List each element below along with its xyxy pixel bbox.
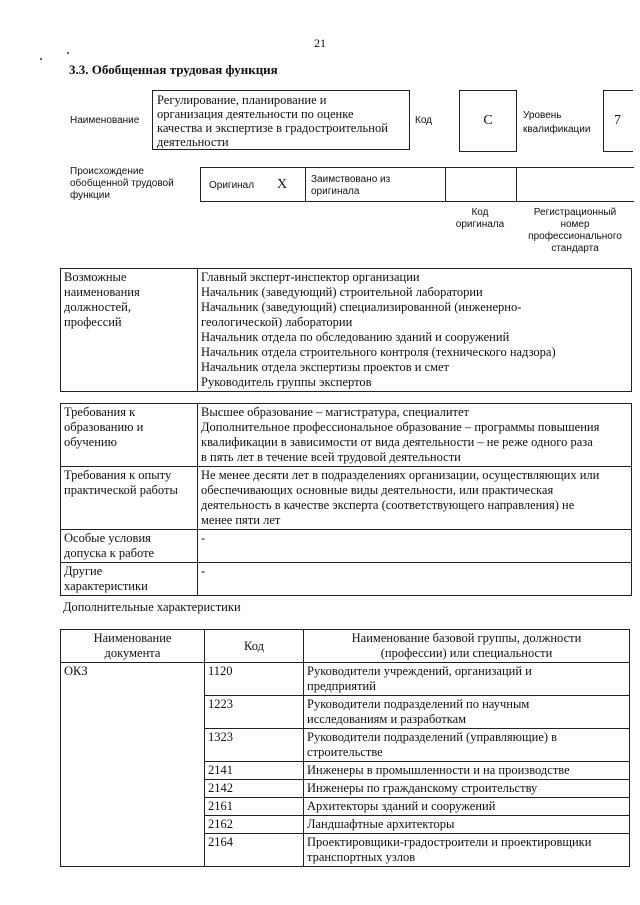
code-value: C <box>483 113 493 128</box>
requirement-row <box>61 467 632 530</box>
name-line: транспортных узлов <box>307 850 416 864</box>
code-cell: 1120 <box>205 663 304 696</box>
code-label: Код <box>415 115 433 126</box>
code-box <box>459 90 517 152</box>
borrowed-label-line: Заимствовано из <box>311 174 391 185</box>
header-line: документа <box>104 646 161 660</box>
name-cell <box>304 729 630 762</box>
requirement-label <box>61 404 198 467</box>
value-line: менее пяти лет <box>201 513 281 527</box>
requirement-value <box>198 563 632 596</box>
requirement-label <box>61 530 198 563</box>
value-line: в пять лет в течение всей трудовой деятельности <box>201 450 461 464</box>
header-line: Наименование <box>93 631 172 645</box>
name-cell: Ландшафтные архитекторы <box>304 816 630 834</box>
code-cell: 2162 <box>205 816 304 834</box>
position-item: Начальник (заведующий) специализированной (инженерно- <box>201 300 522 314</box>
label-line: обучению <box>64 435 117 449</box>
caption-line: Регистрационный <box>533 207 617 218</box>
value-line: квалификации в зависимости от вида деятельности – не реже одного раза <box>201 435 593 449</box>
name-label: Наименование <box>70 115 140 126</box>
additional-header-row <box>61 630 630 663</box>
positions-label-line: должностей, <box>64 300 131 314</box>
name-cell <box>304 834 630 867</box>
positions-label-line: наименования <box>64 285 140 299</box>
scan-speck <box>40 58 42 60</box>
requirement-row <box>61 563 632 596</box>
label-line: Требования к опыту <box>64 468 172 482</box>
name-line: Проектировщики-градостроители и проектировщики <box>307 835 592 849</box>
label-line: образованию и <box>64 420 144 434</box>
origin-divider <box>445 168 446 202</box>
origin-divider <box>305 168 306 202</box>
label-line: характеристики <box>64 579 148 593</box>
requirements-table <box>60 403 632 596</box>
function-name-box <box>152 90 410 150</box>
name-cell: Инженеры в промышленности и на производстве <box>304 762 630 780</box>
original-mark: X <box>277 177 288 192</box>
level-label-line: квалификации <box>523 124 591 135</box>
level-label-line: Уровень <box>523 110 562 121</box>
header-code: Код <box>205 630 304 663</box>
level-value: 7 <box>614 113 621 128</box>
table-row <box>61 663 630 696</box>
scan-speck <box>67 52 69 54</box>
value-line: - <box>201 564 206 578</box>
label-line: Требования к <box>64 405 136 419</box>
position-item: Главный эксперт-инспектор организации <box>201 270 420 284</box>
function-name-line: организация деятельности по оценке <box>157 107 354 121</box>
page-number: 21 <box>314 36 326 50</box>
label-line: допуска к работе <box>64 546 155 560</box>
requirement-row <box>61 404 632 467</box>
requirement-value <box>198 530 632 563</box>
position-item: Руководитель группы экспертов <box>201 375 372 389</box>
value-line: Высшее образование – магистратура, специалитет <box>201 405 470 419</box>
caption-line: профессионального <box>528 231 622 242</box>
origin-divider <box>516 168 517 202</box>
code-cell: 2142 <box>205 780 304 798</box>
section-title: 3.3. Обобщенная трудовая функция <box>69 62 278 77</box>
code-cell: 1323 <box>205 729 304 762</box>
name-line: строительстве <box>307 745 383 759</box>
value-line: - <box>201 531 206 545</box>
value-line: Не менее десяти лет в подразделениях организации, осуществляющих или <box>201 468 600 482</box>
positions-label <box>61 269 198 392</box>
position-item: Начальник (заведующий) строительной лаборатории <box>201 285 483 299</box>
position-item: Начальник отдела строительного контроля (технического надзора) <box>201 345 556 359</box>
requirement-value <box>198 467 632 530</box>
value-line: деятельность в качестве эксперта (соответствующего направления) не <box>201 498 575 512</box>
caption-line: стандарта <box>551 243 599 254</box>
code-original-caption <box>445 207 515 231</box>
name-cell: Архитекторы зданий и сооружений <box>304 798 630 816</box>
origin-label-line: Происхождение <box>70 166 144 177</box>
original-label: Оригинал <box>209 180 255 191</box>
requirement-label <box>61 563 198 596</box>
origin-label <box>70 166 174 202</box>
positions-list <box>198 269 632 392</box>
code-cell: 2164 <box>205 834 304 867</box>
header-line: (профессии) или специальности <box>380 646 553 660</box>
value-line: Дополнительное профессиональное образование – программы повышения <box>201 420 600 434</box>
additional-title: Дополнительные характеристики <box>63 600 241 614</box>
name-line: Руководители учреждений, организаций и <box>307 664 532 678</box>
name-line: исследованиям и разработкам <box>307 712 467 726</box>
name-cell <box>304 663 630 696</box>
label-line: Особые условия <box>64 531 151 545</box>
level-label <box>523 109 590 137</box>
function-name-line: деятельности <box>157 135 229 149</box>
positions-label-line: профессий <box>64 315 122 329</box>
code-cell: 2161 <box>205 798 304 816</box>
name-cell <box>304 696 630 729</box>
borrowed-label-line: оригинала <box>311 186 360 197</box>
function-name-line: Регулирование, планирование и <box>157 93 327 107</box>
header-doc <box>61 630 205 663</box>
name-cell: Инженеры по гражданскому строительству <box>304 780 630 798</box>
code-cell: 1223 <box>205 696 304 729</box>
additional-table <box>60 629 630 867</box>
name-line: Руководители подразделений по научным <box>307 697 530 711</box>
position-item: Начальник отдела по обследованию зданий и сооружений <box>201 330 510 344</box>
origin-label-line: обобщенной трудовой <box>70 178 174 189</box>
label-line: практической работы <box>64 483 178 497</box>
name-line: Руководители подразделений (управляющие) в <box>307 730 558 744</box>
position-item: Начальник отдела экспертизы проектов и смет <box>201 360 450 374</box>
requirement-label <box>61 467 198 530</box>
caption-line: Код <box>471 207 489 218</box>
level-box <box>603 90 633 152</box>
origin-table <box>200 167 634 202</box>
value-line: обеспечивающих основные виды деятельности, или практическая <box>201 483 554 497</box>
header-line: Наименование базовой группы, должности <box>351 631 582 645</box>
name-line: предприятий <box>307 679 376 693</box>
positions-table <box>60 268 632 392</box>
positions-label-line: Возможные <box>64 270 127 284</box>
code-cell: 2141 <box>205 762 304 780</box>
caption-line: номер <box>560 219 590 230</box>
doc-cell: ОКЗ <box>61 663 205 867</box>
origin-label-line: функции <box>70 190 110 201</box>
label-line: Другие <box>64 564 103 578</box>
requirement-value <box>198 404 632 467</box>
header-name <box>304 630 630 663</box>
borrowed-label <box>311 174 390 198</box>
caption-line: оригинала <box>455 219 505 230</box>
requirement-row <box>61 530 632 563</box>
function-name-line: качества и экспертизе в градостроительной <box>157 121 388 135</box>
position-item: геологической) лаборатории <box>201 315 353 329</box>
reg-number-caption <box>520 207 630 255</box>
